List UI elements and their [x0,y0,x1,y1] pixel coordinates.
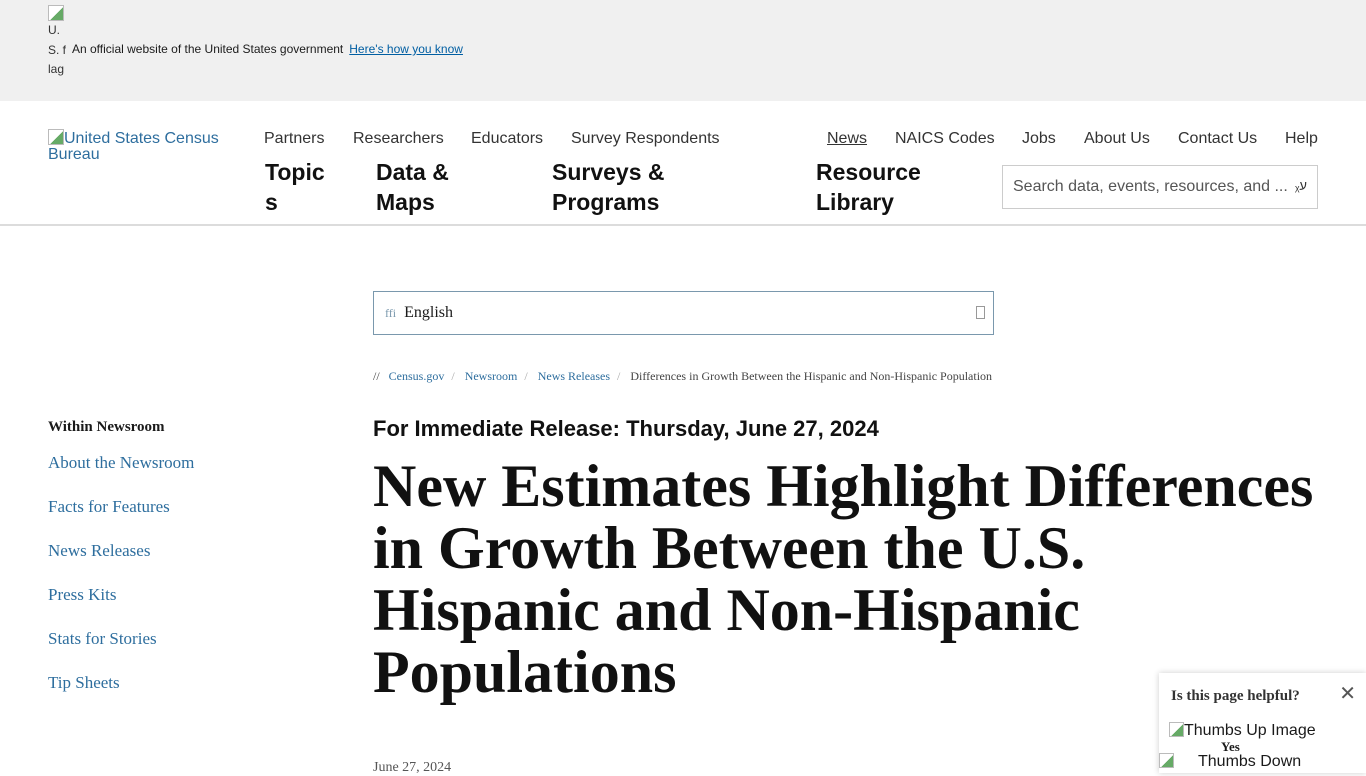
feedback-widget [1159,673,1366,773]
breadcrumb-lead: // [373,369,380,383]
breadcrumb-census-gov[interactable]: Census.gov [388,369,445,383]
globe-icon: ffi [385,306,397,320]
yes-label: Yes [1221,739,1240,754]
nav-partners[interactable]: Partners [264,130,325,147]
search-input[interactable] [1002,165,1318,209]
site-header [0,101,1366,226]
flag-alt-text: U.S. flag [48,23,67,76]
us-flag-icon [48,5,66,80]
nav-naics-codes[interactable]: NAICS Codes [895,130,995,147]
feedback-question: Is this page helpful? [1171,688,1300,704]
nav-survey-respondents[interactable]: Survey Respondents [571,130,720,147]
thumbs-up-icon [1169,722,1184,737]
breadcrumb-current: Differences in Growth Between the Hispanic and Non-Hispanic Population [630,369,993,383]
search-placeholder: Search data, events, resources, and ... [1013,178,1288,195]
nav-surveys-programs[interactable]: Surveys & Programs [552,159,665,215]
thumbs-up-button[interactable] [1169,722,1316,740]
breadcrumb: // Census.gov / Newsroom / News Releases / Differences in Growth Between the Hispanic and Non-Hispanic Population [373,369,993,383]
nav-educators[interactable]: Educators [471,130,544,147]
nav-jobs[interactable]: Jobs [1022,130,1056,147]
official-text [72,42,463,56]
sidebar-item-tip-sheets[interactable]: Tip Sheets [48,673,120,692]
search-icon[interactable]: ᵪע [1294,178,1307,193]
sidebar-item-stats-for-stories[interactable]: Stats for Stories [48,629,157,648]
logo-alt-text: United States Census Bureau [48,130,219,163]
thumbs-up-alt: Thumbs Up Image [1184,722,1316,739]
sidebar-item-news-releases[interactable]: News Releases [48,541,151,560]
thumbs-down-icon [1159,753,1174,768]
how-you-know-link[interactable]: Here's how you know [349,42,463,56]
nav-contact-us[interactable]: Contact Us [1178,130,1258,147]
article-date: June 27, 2024 [373,760,452,775]
sidebar-nav [48,453,194,717]
nav-about-us[interactable]: About Us [1084,130,1150,147]
thumbs-down-alt: Thumbs Down [1198,753,1302,770]
sidebar-item-facts-for-features[interactable]: Facts for Features [48,497,170,516]
page-title: New Estimates Highlight Differences in Growth Between the U.S. Hispanic and Non-Hispanic Populations [373,453,1314,705]
nav-resource-library[interactable]: Resource Library [816,159,921,215]
breadcrumb-newsroom[interactable]: Newsroom [464,369,518,383]
close-icon[interactable]: ✕ [1339,683,1356,705]
census-logo[interactable] [48,129,238,163]
language-select[interactable] [373,291,994,335]
logo-image-icon [48,129,64,145]
nav-topics[interactable]: Topic s [265,159,325,215]
language-value: English [404,304,453,321]
chevron-down-icon [976,306,985,319]
nav-researchers[interactable]: Researchers [353,130,444,147]
official-label: An official website of the United States government [72,42,344,56]
release-date-heading: For Immediate Release: Thursday, June 27, 2024 [373,416,879,441]
sidebar-heading: Within Newsroom [48,419,165,435]
sidebar-item-press-kits[interactable]: Press Kits [48,585,117,604]
thumbs-down-button[interactable] [1159,753,1301,771]
nav-news[interactable]: News [827,130,868,147]
nav-help[interactable]: Help [1285,130,1318,147]
gov-banner [0,0,1366,101]
sidebar-item-about-newsroom[interactable]: About the Newsroom [48,453,195,472]
breadcrumb-news-releases[interactable]: News Releases [537,369,611,383]
nav-data-maps[interactable]: Data & Maps [376,159,449,215]
